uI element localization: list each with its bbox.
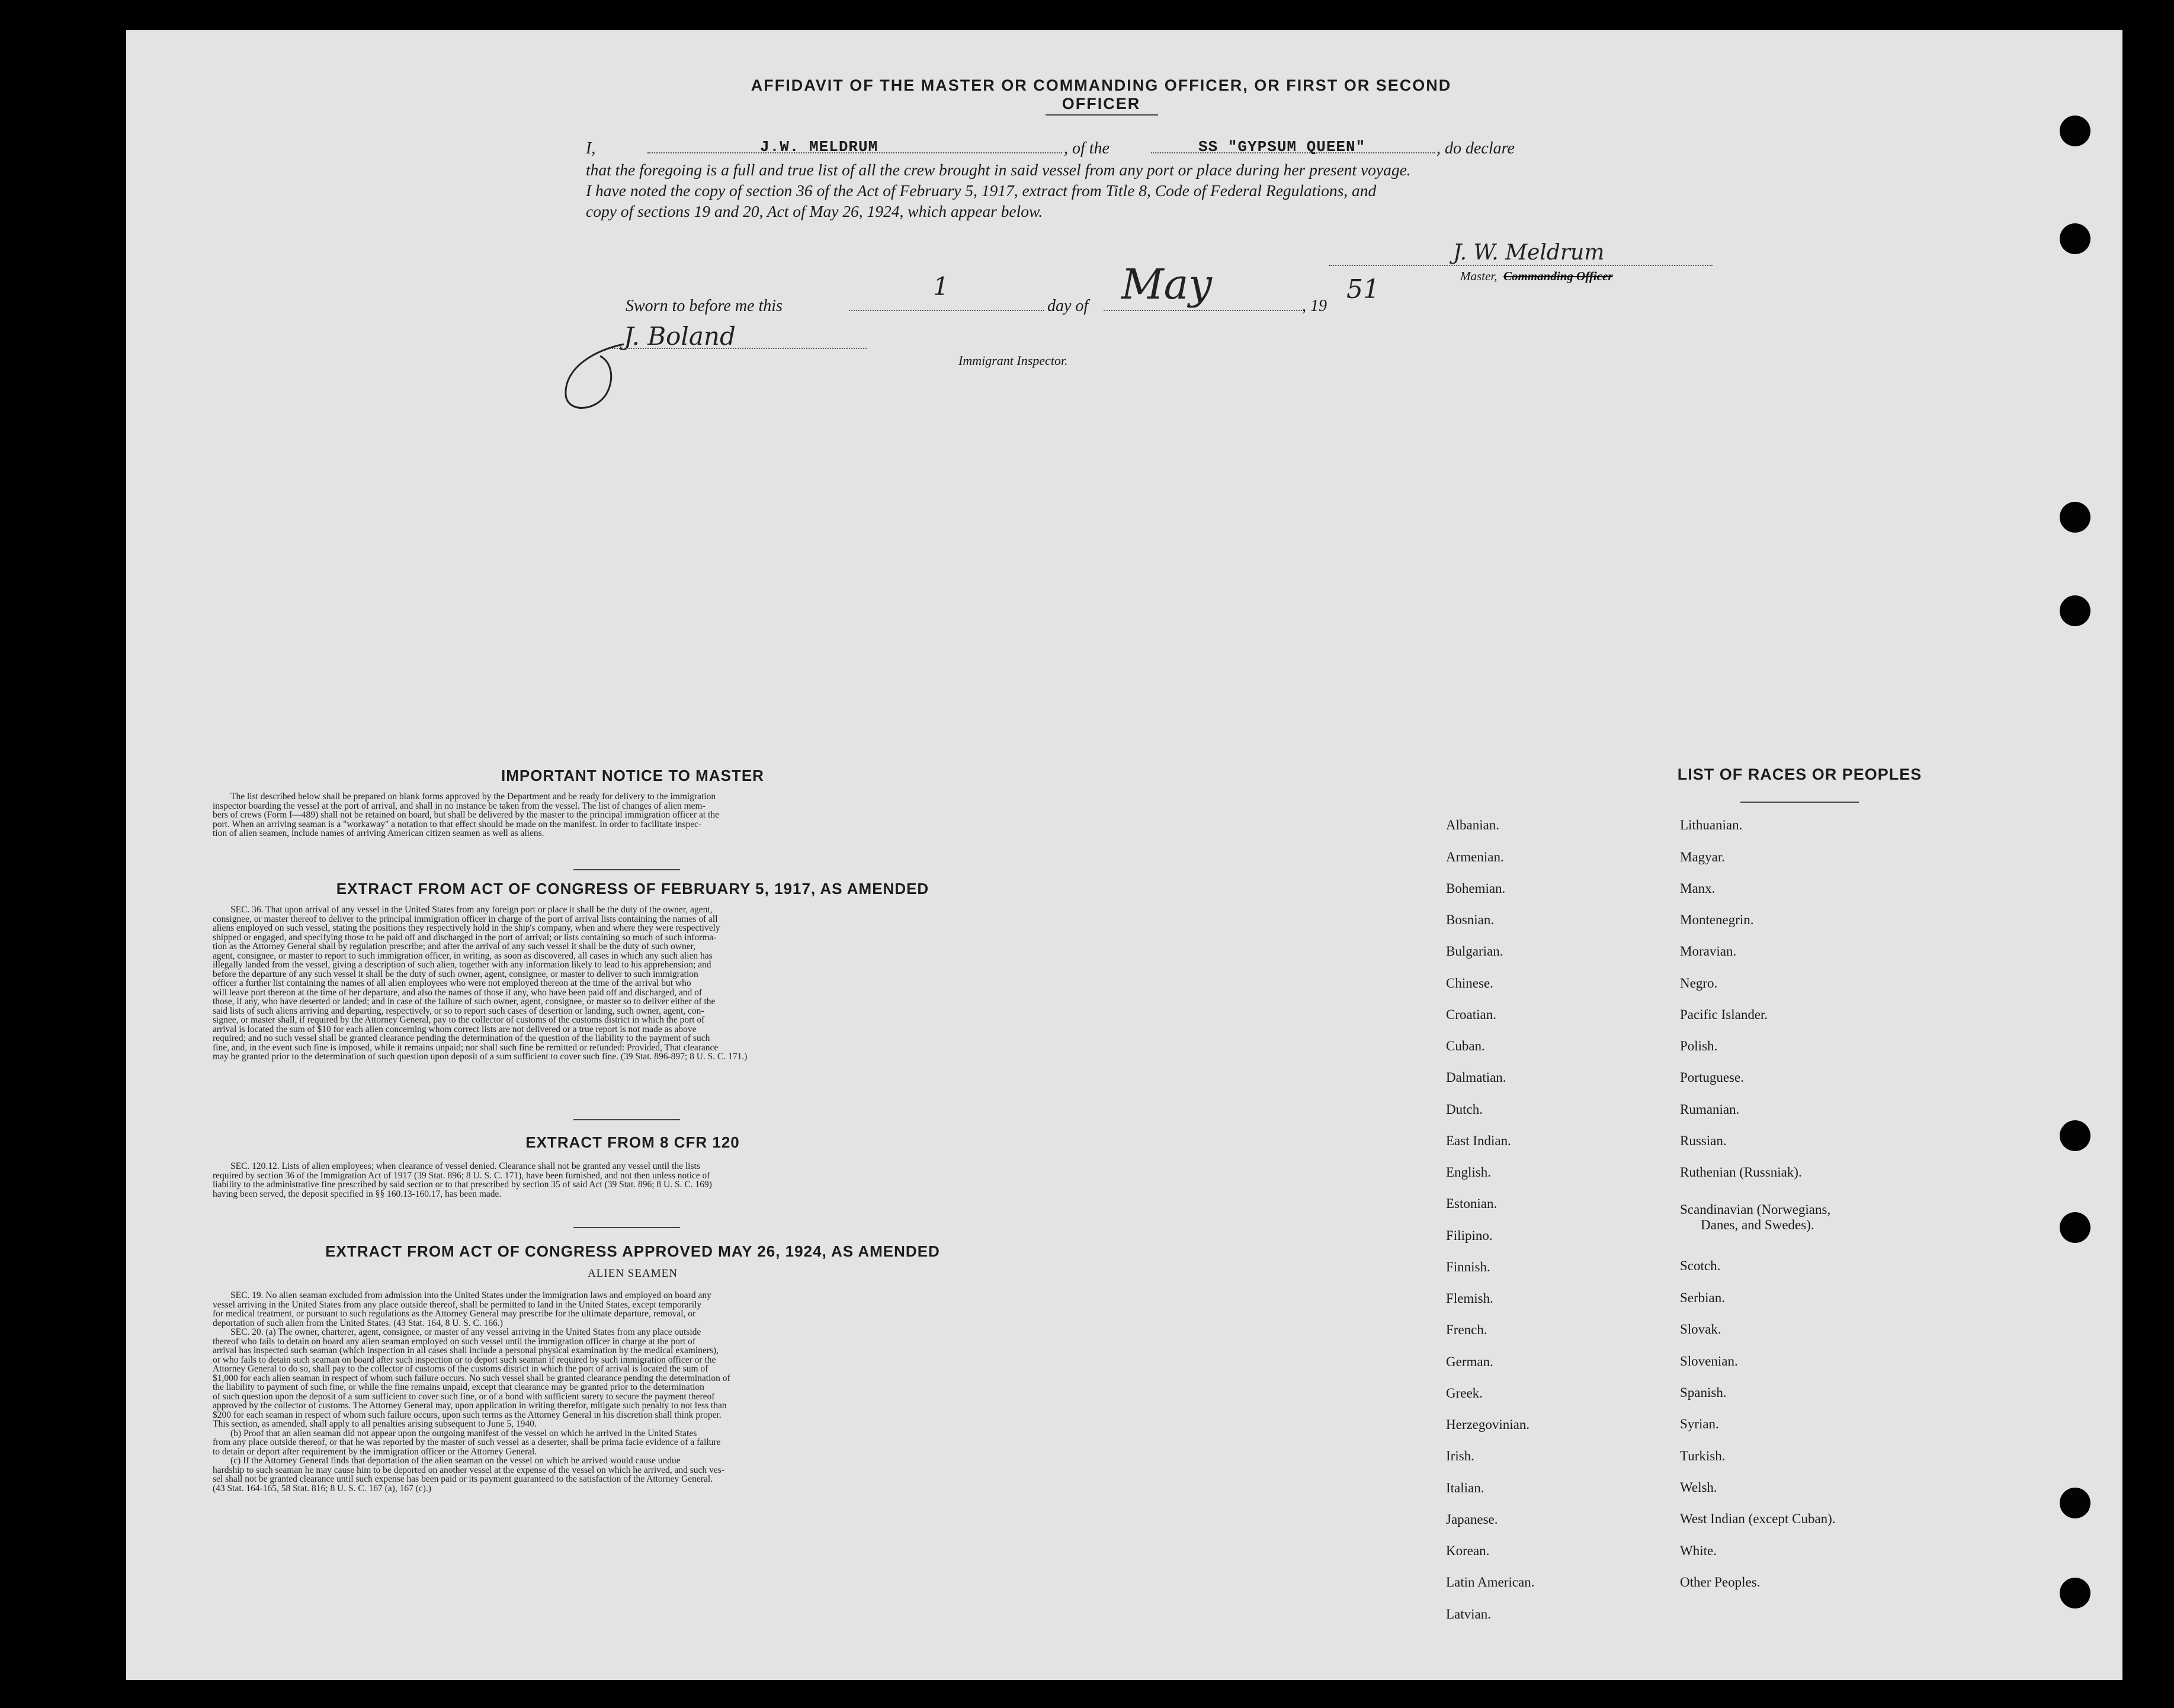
punch-hole <box>2060 223 2090 254</box>
day-field-line <box>849 310 1044 311</box>
race-item: Estonian. <box>1446 1196 1498 1211</box>
extract-1924-line: arrival has inspected such seaman (which inspection in all cases shall include a personal physical examination by the medical examiners), <box>213 1345 719 1355</box>
extract-1924-line: or who fails to detain such seaman on board after such inspection or to deport such seaman if required by such immigration officer or the <box>213 1354 716 1365</box>
race-item: Polish. <box>1680 1039 1718 1053</box>
punch-hole <box>2060 1120 2090 1151</box>
affidavit-title: AFFIDAVIT OF THE MASTER OR COMMANDING OFFICER, OR FIRST OR SECOND OFFICER <box>751 76 1452 113</box>
extract-1917-line: officer a further list containing the names of all alien employees who were not employed thereon at the time of the arrival but who <box>213 978 691 988</box>
year-handwritten: 51 <box>1346 274 1380 305</box>
race-item: Moravian. <box>1680 944 1737 959</box>
punch-hole <box>2060 502 2090 533</box>
punch-hole <box>2060 1578 2090 1608</box>
extract-1924-line: (c) If the Attorney General finds that deportation of the alien seaman on the vessel on which he arrived would cause undue <box>230 1456 681 1466</box>
document-page <box>126 30 2122 1680</box>
race-item: East Indian. <box>1446 1133 1511 1148</box>
race-item: Japanese. <box>1446 1512 1498 1527</box>
extract-1924-line: (43 Stat. 164-165, 58 Stat. 816; 8 U. S. C. 167 (a), 167 (c).) <box>213 1483 431 1494</box>
affidavit-line-2: that the foregoing is a full and true list of all the crew brought in said vessel from any port or place during her present voyage. <box>586 161 1411 179</box>
punch-hole <box>2060 595 2090 626</box>
race-item: Irish. <box>1446 1449 1474 1463</box>
extract-1917-line: before the departure of any such vessel it shall be the duty of such owner, agent, consignee, or master to deliver to such immigration <box>213 969 698 979</box>
master-name: J.W. MELDRUM <box>760 138 878 156</box>
master-signature-line <box>1329 265 1713 266</box>
extract-1917-line: aliens employed on such vessel, stating the positions they respectively hold in the ship's company, when and where they were respectively <box>213 923 720 933</box>
race-item: German. <box>1446 1354 1493 1369</box>
race-item: Bulgarian. <box>1446 944 1503 959</box>
extract-1924-line: for medical treatment, or pursuant to such regulations as the Attorney General may prescribe for the ultimate departure, removal, or <box>213 1309 696 1319</box>
race-item: Cuban. <box>1446 1039 1485 1053</box>
day-number: 1 <box>933 272 949 301</box>
extract-1924-line: deportation of such alien from the United States. (43 Stat. 164, 8 U. S. C. 166.) <box>213 1318 503 1328</box>
race-item: Pacific Islander. <box>1680 1007 1768 1022</box>
extract-1917-body <box>213 905 1054 1062</box>
year-prefix: , 19 <box>1302 297 1327 315</box>
notice-body <box>213 792 1054 838</box>
extract-1917-line: required; and no such vessel shall be granted clearance pending the determination of the question of the liability to the payment of such <box>213 1033 710 1043</box>
race-item: French. <box>1446 1322 1487 1337</box>
race-item: Other Peoples. <box>1680 1575 1761 1590</box>
race-item: Chinese. <box>1446 976 1493 991</box>
punch-hole <box>2060 1212 2090 1243</box>
notice-line: tion of alien seamen, include names of arriving American citizen seamen as well as aliens. <box>213 828 544 838</box>
extract-1917-line: signee, or master shall, if required by the Attorney General, pay to the collector of customs of the customs district in which the port of <box>213 1015 705 1025</box>
struck-title: Commanding Officer <box>1503 269 1613 283</box>
extract-1924-line: of such question upon the deposit of a sum sufficient to cover such fine, or of a bond with sufficient surety to secure the payment thereof <box>213 1391 715 1402</box>
notice-title: IMPORTANT NOTICE TO MASTER <box>501 767 764 784</box>
extract-1924-line: Attorney General to do so, shall pay to the collector of customs of the customs district in which the port of arrival is located the sum of <box>213 1364 708 1374</box>
race-item: Magyar. <box>1680 850 1726 864</box>
section-divider <box>573 869 680 870</box>
extract-1917-line: illegally landed from the vessel, giving a description of such alien, together with any information likely to lead to his apprehension; and <box>213 960 711 970</box>
inspector-signature-flourish <box>559 338 630 415</box>
extract-1924-line: hardship to such seaman he may cause him to be deported on another vessel at the expense of the vessel on which he arrived, and such ves- <box>213 1465 724 1475</box>
extract-1924-title: EXTRACT FROM ACT OF CONGRESS APPROVED MAY 26, 1924, AS AMENDED <box>325 1242 940 1260</box>
race-item: English. <box>1446 1165 1492 1180</box>
extract-1917-line: said lists of such aliens arriving and departing, respectively, or so to report such cases of desertion or landing, such owner, agent, con- <box>213 1005 704 1016</box>
race-item: Montenegrin. <box>1680 912 1754 927</box>
extract-1917-line: will leave port thereon at the time of her departure, and also the names of those if any, who have been paid off and discharged, and of <box>213 987 703 998</box>
races-title-rule <box>1740 802 1859 803</box>
race-item: White. <box>1680 1543 1717 1558</box>
race-item: Dutch. <box>1446 1102 1483 1117</box>
affidavit-of-the: , of the <box>1064 139 1110 158</box>
affidavit-title-rule <box>1046 114 1158 116</box>
cfr-line: having been served, the deposit specified in §§ 160.13-160.17, has been made. <box>213 1188 502 1199</box>
race-item: Albanian. <box>1446 818 1500 832</box>
affidavit-line-4: copy of sections 19 and 20, Act of May 26, 1924, which appear below. <box>586 202 1043 220</box>
cfr-body <box>213 1162 1054 1199</box>
race-item: Finnish. <box>1446 1260 1490 1274</box>
race-item: Rumanian. <box>1680 1102 1740 1117</box>
race-item: Croatian. <box>1446 1007 1496 1022</box>
race-item: Flemish. <box>1446 1291 1493 1306</box>
race-item: Scotch. <box>1680 1258 1721 1273</box>
cfr-line: required by section 36 of the Immigration Act of 1917 (39 Stat. 896; 8 U. S. C. 171), have been furnished, and not then unless notice of <box>213 1170 710 1181</box>
race-item: Slovak. <box>1680 1322 1721 1337</box>
extract-1924-line: approved by the collector of customs. The Attorney General may, upon application in writing therefor, mitigate such penalty to not less than <box>213 1401 727 1411</box>
race-item: Lithuanian. <box>1680 818 1743 832</box>
extract-1924-line: from any place outside thereof, or that he was reported by the master of such vessel as a deserter, shall be prima facie evidence of a failure <box>213 1437 721 1447</box>
extract-1924-body <box>213 1291 1054 1493</box>
race-item: Italian. <box>1446 1481 1484 1495</box>
race-item: Dalmatian. <box>1446 1070 1506 1085</box>
extract-1924-line: vessel arriving in the United States from any place outside thereof, shall be permitted to land in the United States, except temporarily <box>213 1299 702 1310</box>
race-item: Bohemian. <box>1446 881 1506 896</box>
inspector-signature: J. Boland <box>624 322 736 351</box>
day-of-label: day of <box>1047 297 1089 315</box>
extract-1924-line: sel shall not be granted clearance until such expense has been paid or its payment guaranteed to the satisfaction of the Attorney General. <box>213 1474 713 1484</box>
notice-line: inspector boarding the vessel at the port of arrival, and shall in no instance be taken from the vessel. The list of changes of alien mem- <box>213 800 706 811</box>
race-item: Welsh. <box>1680 1480 1717 1495</box>
extract-1917-line: consignee, or master thereof to deliver to the principal immigration officer in charge of the port of arrival lists containing the names of all <box>213 914 718 924</box>
notice-line: The list described below shall be prepared on blank forms approved by the Department and be ready for delivery to the immigration <box>230 791 716 802</box>
master-signature: J. W. Meldrum <box>1453 241 1605 265</box>
race-item: Armenian. <box>1446 850 1504 864</box>
cfr-line: SEC. 120.12. Lists of alien employees; when clearance of vessel denied. Clearance shall not be granted any vessel until the lists <box>230 1161 700 1171</box>
extract-1924-line: to detain or deport after requirement by the immigration officer or the Attorney General. <box>213 1446 537 1457</box>
race-item: Negro. <box>1680 976 1718 991</box>
race-item: Latvian. <box>1446 1607 1491 1622</box>
race-item: Greek. <box>1446 1386 1483 1401</box>
race-item: Danes, and Swedes). <box>1701 1217 1814 1232</box>
notice-line: bers of crews (Form I—489) shall not be retained on board, but shall be delivered by the master to the principal immigration officer at the <box>213 810 719 820</box>
inspector-label: Immigrant Inspector. <box>958 353 1068 368</box>
punch-hole <box>2060 116 2090 146</box>
race-item: Russian. <box>1680 1133 1727 1148</box>
extract-1924-line: thereof who fails to detain on board any alien seaman employed on such vessel until the immigration officer in charge at the port of <box>213 1336 696 1347</box>
race-item: West Indian (except Cuban). <box>1680 1511 1836 1526</box>
extract-1924-line: $1,000 for each alien seaman in respect of whom such failure occurs. No such vessel shall be granted clearance pending the determination of <box>213 1373 730 1383</box>
extract-1917-line: fine, and, in the event such fine is imposed, while it remains unpaid; nor shall such fine be remitted or refunded: Provided, That clearance <box>213 1042 719 1053</box>
master-label: Master, <box>1460 269 1498 283</box>
cfr-title: EXTRACT FROM 8 CFR 120 <box>525 1133 740 1151</box>
race-item: Scandinavian (Norwegians, <box>1680 1202 1831 1217</box>
race-item: Filipino. <box>1446 1228 1493 1243</box>
extract-1917-line: arrival is located the sum of $10 for each alien concerning whom correct lists are not delivered or a true report is not made as above <box>213 1024 697 1034</box>
race-item: Ruthenian (Russniak). <box>1680 1165 1802 1180</box>
extract-1917-title: EXTRACT FROM ACT OF CONGRESS OF FEBRUARY 5, 1917, AS AMENDED <box>336 880 929 898</box>
extract-1924-line: This section, as amended, shall apply to all penalties arising subsequent to June 5, 1940. <box>213 1419 537 1429</box>
race-item: Manx. <box>1680 881 1716 896</box>
vessel-name: SS "GYPSUM QUEEN" <box>1198 138 1366 156</box>
extract-1917-line: SEC. 36. That upon arrival of any vessel in the United States from any foreign port or place it shall be the duty of the owner, agent, <box>230 905 713 915</box>
extract-1924-line: SEC. 20. (a) The owner, charterer, agent, consignee, or master of any vessel arriving in the United States from any place outside <box>230 1327 701 1337</box>
inspector-signature-line <box>612 348 867 349</box>
cfr-line: liability to the administrative fine prescribed by said section or to that prescribed by section 35 of said Act (39 Stat. 896; 8 U. S. C. 169) <box>213 1180 712 1190</box>
sworn-label: Sworn to before me this <box>626 297 783 315</box>
extract-1917-line: agent, consignee, or master to report to such immigration officer, in writing, as soon as discovered, all cases in which any such alien has <box>213 950 713 961</box>
race-item: Korean. <box>1446 1543 1490 1558</box>
extract-1924-line: (b) Proof that an alien seaman did not appear upon the outgoing manifest of the vessel on which he arrived in the United States <box>230 1428 697 1438</box>
extract-1917-line: those, if any, who have deserted or landed; and in case of the failure of such owner, agent, consignee, or master so to deliver either of the <box>213 996 716 1007</box>
race-item: Syrian. <box>1680 1417 1719 1431</box>
affidavit-do-declare: , do declare <box>1436 139 1515 158</box>
race-item: Portuguese. <box>1680 1070 1744 1085</box>
affidavit-i: I, <box>586 139 596 158</box>
extract-1924-subtitle: ALIEN SEAMEN <box>588 1267 678 1280</box>
extract-1924-line: the liability to payment of such fine, or while the fine remains unpaid, except that clearance may be granted prior to the determination <box>213 1382 704 1392</box>
extract-1917-line: tion as the Attorney General shall by regulation prescribe; and after the arrival of any such vessel it shall be the duty of such owner, <box>213 941 696 951</box>
punch-hole <box>2060 1488 2090 1518</box>
extract-1917-line: may be granted prior to the determination of such question upon deposit of a sum sufficient to cover such fine. (39 Stat. 896-897; 8 U. S. C. 171.) <box>213 1052 748 1062</box>
extract-1917-line: shipped or engaged, and specifying those to be paid off and discharged in the port of arrival; or lists containing so much of such informa- <box>213 932 717 943</box>
race-item: Latin American. <box>1446 1575 1535 1590</box>
race-item: Spanish. <box>1680 1385 1727 1400</box>
affidavit-line-3: I have noted the copy of section 36 of the Act of February 5, 1917, extract from Title 8, Code of Federal Regulations, and <box>586 181 1377 200</box>
race-item: Serbian. <box>1680 1290 1726 1305</box>
section-divider <box>573 1227 680 1228</box>
race-item: Slovenian. <box>1680 1354 1738 1369</box>
month-field-line <box>1104 310 1302 311</box>
extract-1924-line: SEC. 19. No alien seaman excluded from admission into the United States under the immigration laws and employed on board any <box>230 1290 711 1300</box>
extract-1924-line: $200 for each seaman in respect of whom such failure occurs, upon such terms as the Attorney General in his discretion shall think proper. <box>213 1409 722 1420</box>
race-item: Herzegovinian. <box>1446 1417 1530 1432</box>
races-title: LIST OF RACES OR PEOPLES <box>1677 765 1922 783</box>
race-item: Bosnian. <box>1446 912 1495 927</box>
race-item: Turkish. <box>1680 1449 1726 1463</box>
month-handwritten: May <box>1121 260 1212 309</box>
section-divider <box>573 1119 680 1120</box>
notice-line: port. When an arriving seaman is a "workaway" a notation to that effect should be made on the manifest. In order to facilitate inspec- <box>213 819 702 829</box>
